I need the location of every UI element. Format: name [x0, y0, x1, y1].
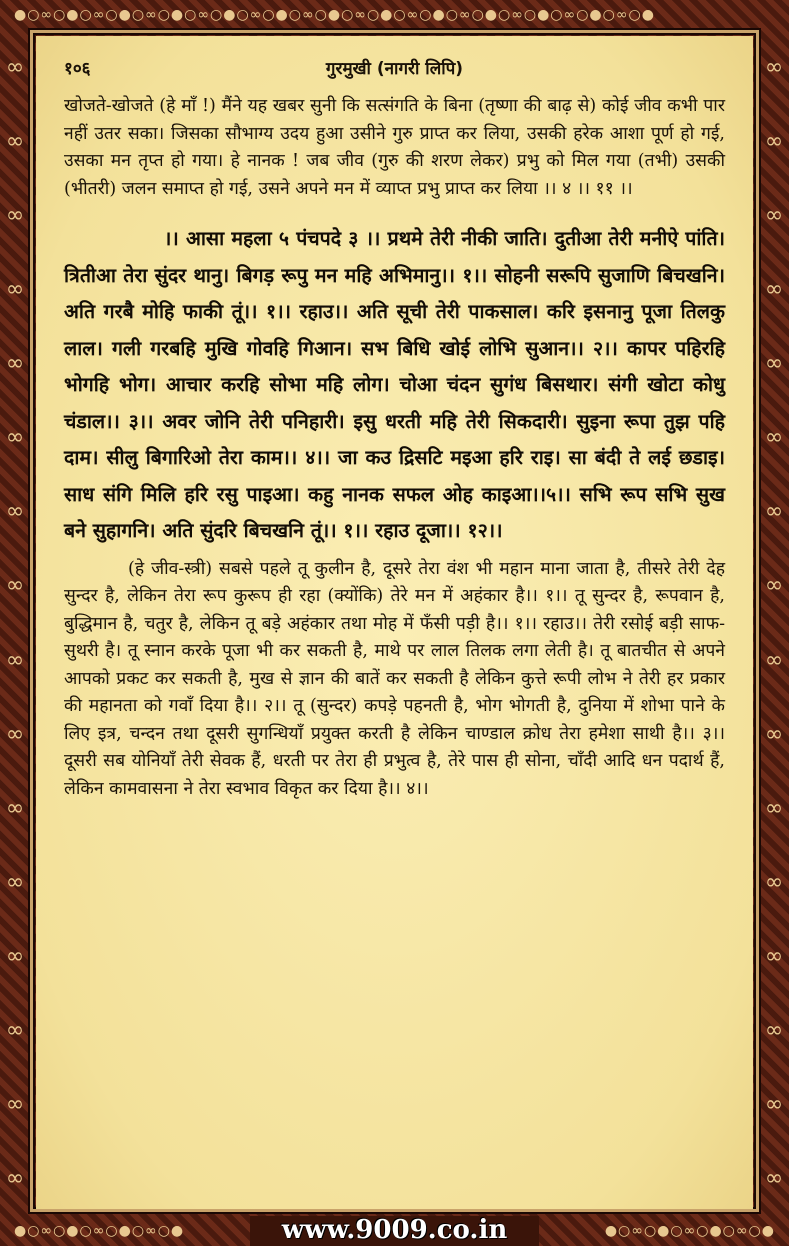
url-background [250, 1216, 539, 1246]
gurbani-verse: ।। आसा महला ५ पंचपदे ३ ।। प्रथमे तेरी नीकी जाति। दुतीआ तेरी मनीऐ पांति। त्रितीआ तेरा सुंदर थानु। बिगड़ रूपु मन महि अभिमानु।। १।। सोहनी सरूपि सुजाणि बिचखनि। अति गरबै मोहि फाकी तूं।। १।। रहाउ।। अति सूची तेरी पाकसाल। करि इसनानु पूजा तिलकु लाल। गली गरबहि मुखि गोवहि गिआन। सभ बिधि खोई लोभि सुआन।। २।। कापर पहिरहि भोगहि भोग। आचार करहि सोभा महि लोग। चोआ चंदन सुगंध बिसथार। संगी खोटा कोधु चंडाल।। ३।। अवर जोनि तेरी पनिहारी। इसु धरती महि तेरी सिकदारी। सुइना रूपा तुझ पहि दाम। सीलु बिगारिओ तेरा काम।। ४।। जा कउ द्रिसटि मइआ हरि राइ। सा बंदी ते लई छडाइ। साध संगि मिलि हरि रसु पाइआ। कहु नानक सफल ओह काइआ।।५।। सभि रूप सभि सुख बने सुहागनि। अति सुंदरि बिचखनि तूं।। १।। रहाउ दूजा।। १२।। [64, 227, 725, 542]
page-title: गुरमुखी (नागरी लिपि) [325, 59, 464, 79]
book-page [36, 36, 753, 1209]
ornament-border-right: ∞ ∞ ∞ ∞ ∞ ∞ ∞ ∞ ∞ ∞ ∞ ∞ ∞ ∞ ∞ ∞ [764, 54, 784, 1192]
website-url: www.9009.co.in [281, 1214, 508, 1245]
verse-translation: (हे जीव-स्त्री) सबसे पहले तू कुलीन है, दूसरे तेरा वंश भी महान माना जाता है, तीसरे तेरी देह सुन्दर है, लेकिन तेरा रूप कुरूप ही रहा (क्योंकि) तेरे मन में अहंकार है।। १।। तू सुन्दर है, रूपवान है, बुद्धिमान है, चतुर है, लेकिन तू बड़े अहंकार तथा मोह में फँसी पड़ी है।। १।। रहाउ।। तेरी रसोई बड़ी साफ-सुथरी है। तू स्नान करके पूजा भी कर सकती है, माथे पर लाल तिलक लगा लेती है। तू बातचीत से अपने आपको प्रकट कर सकती है, मुख से ज्ञान की बातें कर सकती है लेकिन कुत्ते रूपी लोभ ने तेरी हर प्रकार की महानता को गवाँ दिया है।। २।। तू (सुन्दर) कपड़े पहनती है, भोग भोगती है, दुनिया में शोभा पाने के लिए इत्र, चन्दन तथा दूसरी सुगन्धियाँ प्रयुक्त करती है लेकिन चाण्डाल क्रोध तेरा हमेशा साथी है।। ३।। दूसरी सब योनियाँ तेरी सेवक हैं, धरती पर तेरा ही प्रभुत्व है, तेरे पास ही सोना, चाँदी आदि धन पदार्थ हैं, लेकिन कामवासना ने तेरा स्वभाव विकृत कर दिया है।। ४।। [64, 558, 725, 799]
ornament-border-top: ●○∞○●○∞○●○∞○●○∞○●○∞○●○∞○●○∞○●○∞○●○∞○●○∞○●○∞○●○∞○● [14, 7, 655, 23]
page-number: १०६ [64, 59, 91, 79]
intro-translation: खोजते-खोजते (हे माँ !) मैंने यह खबर सुनी कि सत्संगति के बिना (तृष्णा की बाढ़ से) कोई जीव कभी पार नहीं उतर सका। जिसका सौभाग्य उदय हुआ उसीने गुरु प्राप्त कर लिया, उसकी हरेक आशा पूर्ण हो गई, उसका मन तृप्त हो गया। हे नानक ! जब जीव (गुरु की शरण लेकर) प्रभु को मिल गया (तभी) उसकी (भीतरी) जलन समाप्त हो गई, उसने अपने मन में व्याप्त प्रभु प्राप्त कर लिया ।। ४ ।। ११ ।। [64, 96, 725, 199]
ornament-border-left: ∞ ∞ ∞ ∞ ∞ ∞ ∞ ∞ ∞ ∞ ∞ ∞ ∞ ∞ ∞ ∞ [5, 54, 25, 1192]
ornament-border-bottom: ●○∞○●○∞○●○∞○● ●○∞○●○∞○●○∞○● [14, 1223, 775, 1239]
